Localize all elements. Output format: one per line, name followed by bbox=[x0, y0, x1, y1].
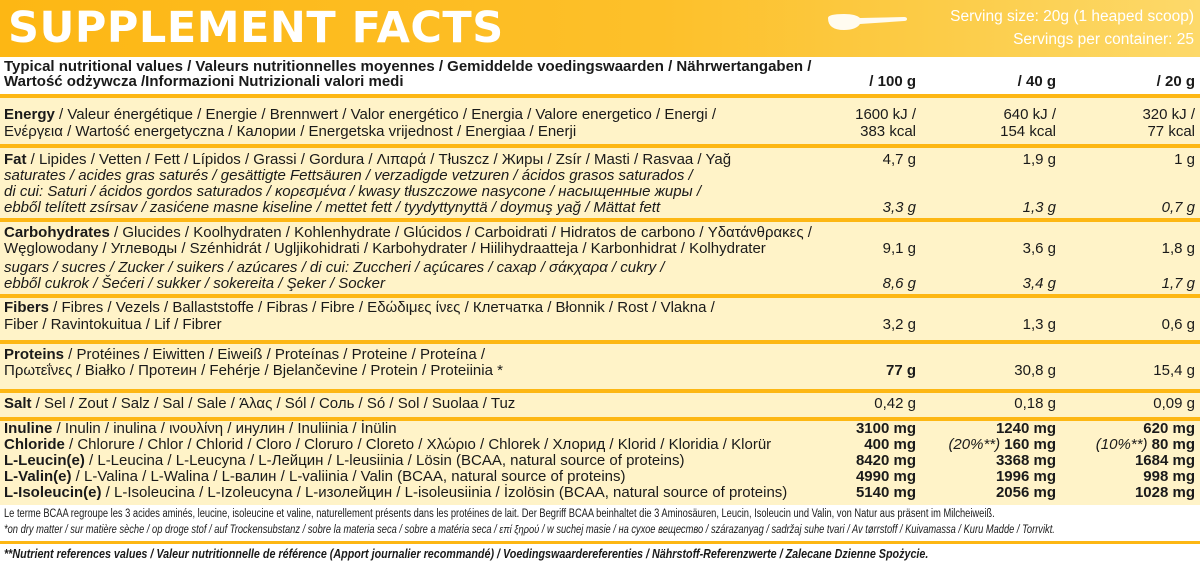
column-header-100g: / 100 g bbox=[869, 73, 916, 90]
chloride-40g: (20%**) 160 mg bbox=[948, 436, 1056, 453]
valine-20g: 998 mg bbox=[1143, 468, 1195, 485]
energy-kj-100g: 1600 kJ / bbox=[855, 106, 916, 123]
carbohydrates-100g: 9,1 g bbox=[882, 240, 916, 257]
inuline-20g: 620 mg bbox=[1143, 420, 1195, 437]
salt-20g: 0,09 g bbox=[1153, 395, 1195, 412]
fat-section bbox=[0, 148, 1200, 218]
chloride-label: Chloride / Chlorure / Chlor / Chlorid / Cloro / Cloruro / Cloreto / Χλώριο / Chlorek / Хлорид / Klorid / Kloridia / Klorür bbox=[4, 436, 772, 453]
carbohydrates-label-line2: Węglowodany / Углеводы / Szénhidrát / Ugljikohidrati / Karbohydrater / Hiilihydraatteja / Karbonhidrat / Kolhydrater bbox=[4, 240, 766, 257]
sugars-20g: 1,7 g bbox=[1161, 275, 1195, 292]
column-header-20g: / 20 g bbox=[1156, 73, 1195, 90]
energy-label-line2: Ενέργεια / Wartość energetyczna / Калории / Energetska vrijednost / Energiaa / Enerji bbox=[4, 123, 577, 140]
table-header-label: Typical nutritional values / Valeurs nutritionnelles moyennes / Gemiddelde voedingswaarden / Nährwertangaben / Wartość odżywcza /Informazioni Nutrizionali valori medi bbox=[4, 58, 812, 90]
isoleucine-label: L-Isoleucin(e) / L-Isoleucina / L-Izoleucyna / L-изолейцин / L-isoleusiinia / İzolösin (BCAA, natural source of proteins) bbox=[4, 484, 788, 501]
energy-kj-40g: 640 kJ / bbox=[1003, 106, 1056, 123]
leucine-100g: 8420 mg bbox=[855, 452, 916, 469]
divider bbox=[0, 541, 1200, 544]
proteins-20g: 15,4 g bbox=[1153, 362, 1195, 379]
saturates-20g: 0,7 g bbox=[1161, 199, 1195, 216]
inuline-100g: 3100 mg bbox=[855, 420, 916, 437]
saturates-label: saturates / acides gras saturés / gesättigte Fettsäuren / verzadigde vetzuren / ácidos grasos saturados / bbox=[4, 167, 693, 184]
sugars-label-line2: ebből cukrok / Šećeri / sukker / sokereita / Şeker / Socker bbox=[4, 275, 385, 292]
proteins-section bbox=[0, 344, 1200, 389]
proteins-label: Proteins / Protéines / Eiwitten / Eiweiß / Proteínas / Proteine / Proteína / bbox=[4, 346, 486, 363]
carbohydrates-20g: 1,8 g bbox=[1161, 240, 1195, 257]
saturates-40g: 1,3 g bbox=[1022, 199, 1056, 216]
inuline-label: Inuline / Inulin / inulina / ινουλίνη / инулин / Inuliinia / İnülin bbox=[4, 420, 397, 437]
salt-100g: 0,42 g bbox=[874, 395, 916, 412]
servings-per-container: Servings per container: 25 bbox=[1013, 31, 1194, 48]
energy-label: Energy / Valeur énergétique / Energie / Brennwert / Valor energético / Energia / Valore energetico / Energi / bbox=[4, 106, 717, 123]
salt-label: Salt / Sel / Zout / Salz / Sal / Sale / Άλας / Sól / Соль / Só / Sol / Suolaa / Tuz bbox=[4, 395, 516, 412]
isoleucine-20g: 1028 mg bbox=[1134, 484, 1195, 501]
sugars-100g: 8,6 g bbox=[882, 275, 916, 292]
column-header-40g: / 40 g bbox=[1017, 73, 1056, 90]
fibers-100g: 3,2 g bbox=[882, 316, 916, 333]
fibers-20g: 0,6 g bbox=[1161, 316, 1195, 333]
salt-section bbox=[0, 393, 1200, 417]
valine-100g: 4990 mg bbox=[855, 468, 916, 485]
valine-40g: 1996 mg bbox=[995, 468, 1056, 485]
energy-kcal-40g: 154 kcal bbox=[1000, 123, 1056, 140]
isoleucine-100g: 5140 mg bbox=[855, 484, 916, 501]
fat-40g: 1,9 g bbox=[1022, 151, 1056, 168]
fat-20g: 1 g bbox=[1174, 151, 1195, 168]
scoop-icon bbox=[826, 12, 908, 34]
valine-label: L-Valin(e) / L-Valina / L-Walina / L-валин / L-valiinia / Valin (BCAA, natural source of proteins) bbox=[4, 468, 626, 485]
fibers-40g: 1,3 g bbox=[1022, 316, 1056, 333]
saturates-label-line2: di cui: Saturi / ácidos gordos saturados / κορεσμένα / kwasy tłuszczowe nasycone / насыщенные жиры / bbox=[4, 183, 701, 200]
carbohydrates-section bbox=[0, 222, 1200, 294]
isoleucine-40g: 2056 mg bbox=[995, 484, 1056, 501]
leucine-40g: 3368 mg bbox=[995, 452, 1056, 469]
amino-section bbox=[0, 421, 1200, 505]
fat-100g: 4,7 g bbox=[882, 151, 916, 168]
page-title: SUPPLEMENT FACTS bbox=[8, 3, 504, 53]
fibers-label-line2: Fiber / Ravintokuitua / Lif / Fibrer bbox=[4, 316, 222, 333]
proteins-100g: 77 g bbox=[885, 362, 916, 379]
sugars-40g: 3,4 g bbox=[1022, 275, 1056, 292]
inuline-40g: 1240 mg bbox=[995, 420, 1056, 437]
dry-matter-footnote: *on dry matter / sur matière sèche / op droge stof / auf Trockensubstanz / sobre la materia seca / sobre a matéria seca / επί ξηρού / w suchej masie / на сухое вещество / szárazanyag / sadržaj suhe tvari / Av tørrstoff / Kuivamassa / Kuru Madde / Torrvikt. bbox=[4, 524, 1055, 536]
proteins-40g: 30,8 g bbox=[1014, 362, 1056, 379]
energy-section bbox=[0, 98, 1200, 144]
proteins-label-line2: Πρωτεΐνες / Białko / Протеин / Fehérje / Bjelančevine / Protein / Proteiinia * bbox=[4, 362, 503, 379]
leucine-label: L-Leucin(e) / L-Leucina / L-Leucyna / L-Лейцин / L-leusiinia / Lösin (BCAA, natural source of proteins) bbox=[4, 452, 685, 469]
carbohydrates-40g: 3,6 g bbox=[1022, 240, 1056, 257]
bcaa-footnote: Le terme BCAA regroupe les 3 acides aminés, leucine, isoleucine et valine, naturellement présents dans les protéines de lait. Der Begriff BCAA beinhaltet die 3 Aminosäuren, Leucin, Isoleucin und Valin, von Natur aus präsent im Milcheiweiß. bbox=[4, 508, 995, 520]
leucine-20g: 1684 mg bbox=[1134, 452, 1195, 469]
energy-kcal-20g: 77 kcal bbox=[1147, 123, 1195, 140]
nrv-footnote: **Nutrient references values / Valeur nutritionnelle de référence (Apport journalier recommandé) / Voedingswaardereferenties / Nährstoff-Referenzwerte / Zalecane Dzienne Spożycie. bbox=[4, 547, 929, 561]
fibers-label: Fibers / Fibres / Vezels / Ballaststoffe / Fibras / Fibre / Εδώδιμες ίνες / Клетчатка / Błonnik / Rost / Vlakna / bbox=[4, 299, 715, 316]
energy-kj-20g: 320 kJ / bbox=[1142, 106, 1195, 123]
energy-kcal-100g: 383 kcal bbox=[860, 123, 916, 140]
saturates-100g: 3,3 g bbox=[882, 199, 916, 216]
chloride-100g: 400 mg bbox=[864, 436, 916, 453]
sugars-label: sugars / sucres / Zucker / suikers / azúcares / di cui: Zuccheri / açúcares / сахар / σάκχαρα / cukry / bbox=[4, 259, 665, 276]
header-band bbox=[0, 0, 1200, 57]
salt-40g: 0,18 g bbox=[1014, 395, 1056, 412]
serving-size: Serving size: 20g (1 heaped scoop) bbox=[950, 8, 1194, 25]
chloride-20g: (10%**) 80 mg bbox=[1095, 436, 1195, 453]
fat-label: Fat / Lipides / Vetten / Fett / Lípidos / Grassi / Gordura / Λιπαρά / Tłuszcz / Жиры / Zsír / Masti / Rasvaa / Yağ bbox=[4, 151, 732, 168]
saturates-label-line3: ebből telített zsírsav / zasićene masne kiseline / mettet fett / tyydyttynyttä / doymuş yağ / Mättat fett bbox=[4, 199, 661, 216]
fibers-section bbox=[0, 298, 1200, 340]
carbohydrates-label: Carbohydrates / Glucides / Koolhydraten / Kohlenhydrate / Glúcidos / Carboidrati / Hidratos de carbono / Υδατάνθρακες / bbox=[4, 224, 812, 241]
